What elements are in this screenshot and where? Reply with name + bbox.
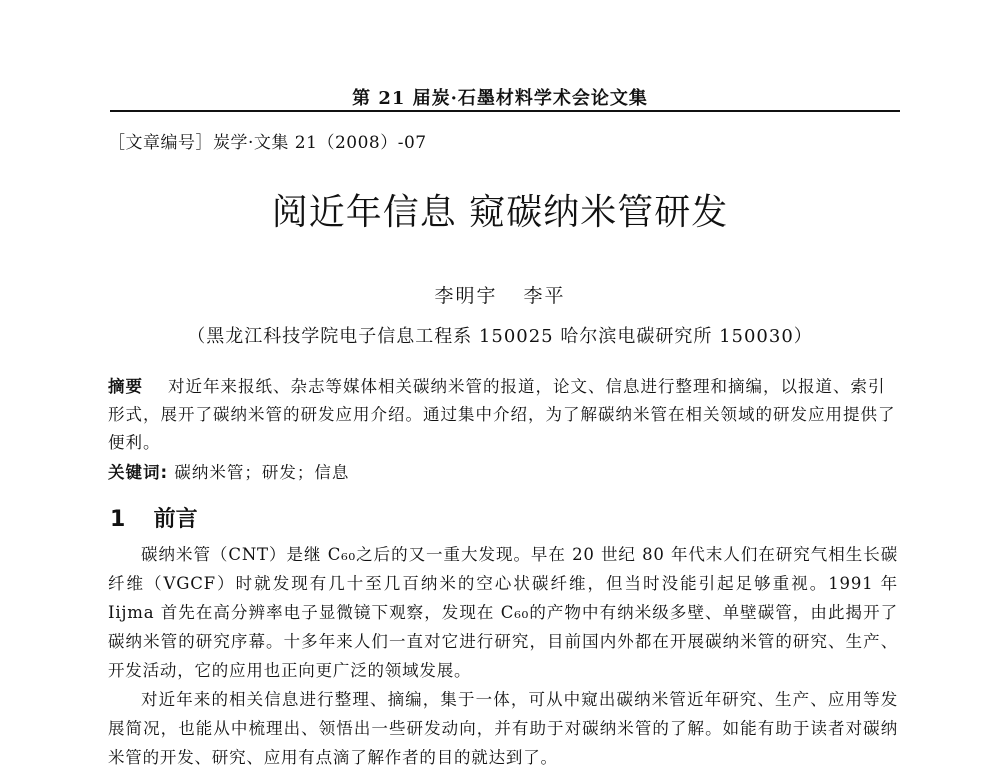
section-heading [110, 502, 198, 533]
abstract-label: 摘要 [108, 377, 143, 396]
authors: 李明宇 李平 [434, 285, 566, 307]
article-id: ［文章编号］炭学·文集 21（2008）-07 [108, 133, 427, 153]
body-text [108, 540, 898, 772]
body-paragraph: 碳纳米管（CNT）是继 C₆₀之后的又一重大发现。早在 20 世纪 80 年代末人们在研究气相生长碳纤维（VGCF）时就发现有几十至几百纳米的空心状碳纤维，但当时没能引起足够重视。1991 年 Iijma 首先在高分辨率电子显微镜下观察，发现在 C₆₀的产物中有纳米级多壁、单壁碳管，由此揭开了碳纳米管的研究序幕。十多年来人们一直对它进行研究，目前国内外都在开展碳纳米管的研究、生产、开发活动，它的应用也正向更广泛的领域发展。 [108, 545, 898, 680]
header-rule [110, 110, 900, 112]
journal-header: 第 21 届炭·石墨材料学术会论文集 [352, 88, 648, 109]
keywords-text: 碳纳米管；研发；信息 [174, 463, 350, 482]
section-title: 前言 [153, 507, 198, 532]
section-number: 1 [110, 507, 126, 532]
body-paragraph: 对近年来的相关信息进行整理、摘编，集于一体，可从中窥出碳纳米管近年研究、生产、应用等发展简况，也能从中梳理出、领悟出一些研发动向，并有助于对碳纳米管的了解。如能有助于读者对碳纳米管的开发、研究、应用有点滴了解作者的目的就达到了。 [108, 690, 898, 767]
paper-title: 阅近年信息 窥碳纳米管研发 [271, 192, 729, 233]
abstract [108, 373, 898, 457]
keywords [108, 459, 898, 483]
abstract-text: 对近年来报纸、杂志等媒体相关碳纳米管的报道，论文、信息进行整理和摘编，以报道、索引形式，展开了碳纳米管的研发应用介绍。通过集中介绍，为了解碳纳米管在相关领域的研发应用提供了便利。 [108, 377, 896, 452]
affiliation: （黑龙江科技学院电子信息工程系 150025 哈尔滨电碳研究所 150030） [187, 326, 813, 347]
keywords-label: 关键词: [108, 463, 169, 482]
abstract-spacer [149, 377, 162, 396]
